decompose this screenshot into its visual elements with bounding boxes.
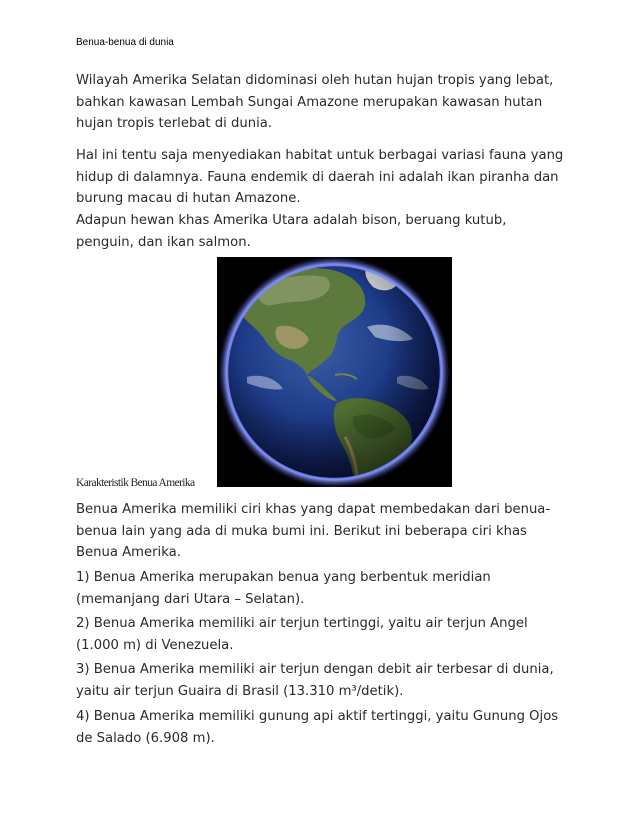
paragraph-north-america-fauna: Adapun hewan khas Amerika Utara adalah bison, beruang kutub, penguin, dan ikan salmon. <box>76 213 507 250</box>
list-item-2: 2) Benua Amerika memiliki air terjun tertinggi, yaitu air terjun Angel (1.000 m) di Venezuela. <box>76 616 528 653</box>
paragraph-intro-characteristics: Benua Amerika memiliki ciri khas yang dapat membedakan dari benua-benua lain yang ada di muka bumi ini. Berikut ini beberapa ciri khas Benua Amerika. <box>76 502 551 560</box>
earth-globe-illustration <box>217 257 452 487</box>
list-item-3: 3) Benua Amerika memiliki air terjun dengan debit air terbesar di dunia, yaitu air terjun Guaira di Brasil (13.310 m³/detik). <box>76 662 554 699</box>
page-header: Benua-benua di dunia <box>76 37 174 48</box>
paragraph-habitat: Hal ini tentu saja menyediakan habitat untuk berbagai variasi fauna yang hidup di dalamnya. Fauna endemik di daerah ini adalah ikan piranha dan burung macau di hutan Amazone. <box>76 148 564 206</box>
globe-image <box>217 257 452 487</box>
list-item-4: 4) Benua Amerika memiliki gunung api aktif tertinggi, yaitu Gunung Ojos de Salado (6.908 m). <box>76 709 559 746</box>
section-heading: Karakteristik Benua Amerika <box>76 477 195 489</box>
list-item-1: 1) Benua Amerika merupakan benua yang berbentuk meridian (memanjang dari Utara – Selatan). <box>76 570 491 607</box>
paragraph-south-america: Wilayah Amerika Selatan didominasi oleh hutan hujan tropis yang lebat, bahkan kawasan Lembah Sungai Amazone merupakan kawasan hutan hujan tropis terlebat di dunia. <box>76 73 554 131</box>
